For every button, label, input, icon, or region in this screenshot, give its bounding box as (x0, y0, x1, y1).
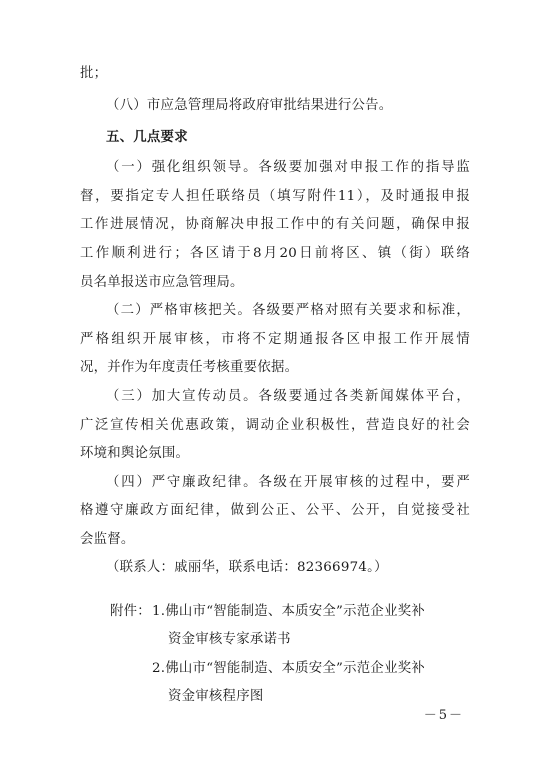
paragraph-line: （二）严格审核把关。各级要严格对照有关要求和标准， (106, 303, 470, 318)
paragraph-line: 会监督。 (80, 532, 135, 547)
paragraph-line: 工作进展情况，协商解决申报工作中的有关问题，确保申报 (80, 217, 470, 232)
paragraph-line: 批； (80, 66, 108, 81)
attachment-item-2-continued: 资金审核程序图 (168, 689, 264, 704)
paragraph-line: （八）市应急管理局将政府审批结果进行公告。 (106, 98, 393, 113)
paragraph-line: 广泛宣传相关优惠政策，调动企业积极性，营造良好的社会 (80, 418, 470, 433)
paragraph-line: 督，要指定专人担任联络员（填写附件11），及时通报申报 (80, 189, 470, 204)
paragraph-line: 员名单报送市应急管理局。 (80, 275, 244, 290)
paragraph-line: 工作顺利进行；各区请于8月20日前将区、镇（街）联络 (80, 246, 470, 261)
page-number: －5－ (423, 708, 464, 723)
paragraph-line: 严格组织开展审核，市将不定期通报各区申报工作开展情 (80, 332, 470, 347)
attachment-item-1-continued: 资金审核专家承诺书 (168, 632, 291, 647)
section-heading: 五、几点要求 (106, 130, 188, 145)
paragraph-line: （一）强化组织领导。各级要加强对申报工作的指导监 (106, 160, 470, 175)
attachments-label: 附件： (110, 604, 151, 619)
attachment-item-2: 2.佛山市“智能制造、本质安全”示范企业奖补 (152, 661, 425, 676)
attachment-item-1: 1.佛山市“智能制造、本质安全”示范企业奖补 (152, 604, 425, 619)
paragraph-line: （三）加大宣传动员。各级要通过各类新闻媒体平台， (106, 389, 470, 404)
paragraph-line: （四）严守廉政纪律。各级在开展审核的过程中，要严 (106, 475, 470, 490)
paragraph-line: 环境和舆论氛围。 (80, 446, 190, 461)
contact-line: （联系人：戚丽华，联系电话：82366974。） (106, 560, 388, 575)
paragraph-line: 格遵守廉政方面纪律，做到公正、公平、公开，自觉接受社 (80, 503, 470, 518)
paragraph-line: 况，并作为年度责任考核重要依据。 (80, 360, 299, 375)
